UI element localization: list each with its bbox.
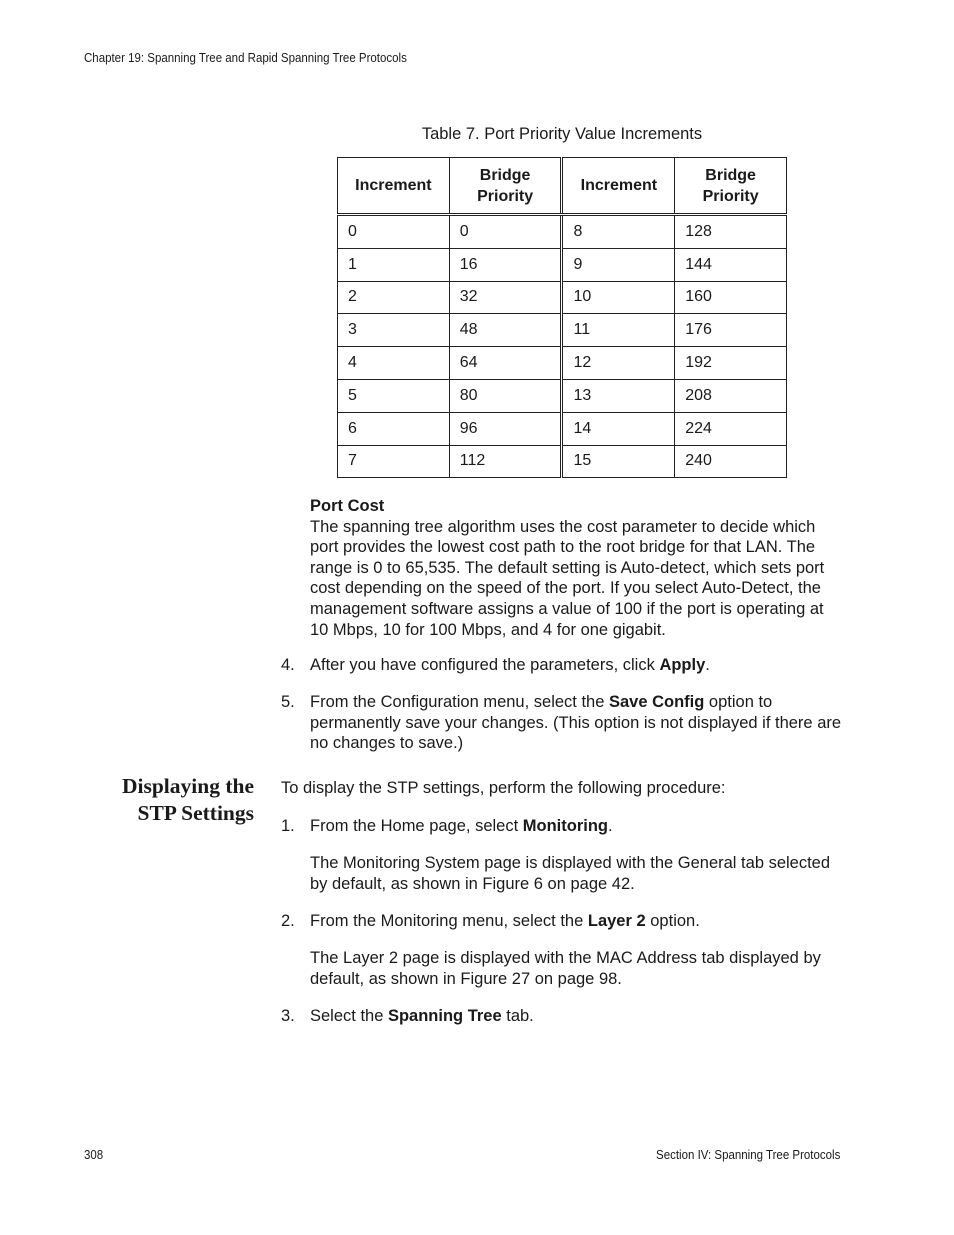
step-5-bold: Save Config: [608, 693, 705, 711]
table-cell: 32: [449, 281, 562, 314]
table-cell: 0: [449, 215, 562, 249]
table-row: [338, 347, 787, 380]
table-row: [338, 445, 787, 478]
table-cell: 224: [675, 412, 787, 445]
running-header: Chapter 19: Spanning Tree and Rapid Spanning Tree Protocols: [84, 51, 407, 65]
table-header-row: [338, 158, 787, 215]
table-cell: 14: [562, 412, 675, 445]
table-row: [338, 379, 787, 412]
table-cell: 10: [562, 281, 675, 314]
table-cell: 96: [449, 412, 562, 445]
step-1-text: From the Home page, select: [310, 817, 523, 835]
step-3-post: tab.: [501, 1007, 534, 1025]
step-1-post: .: [608, 817, 613, 835]
step-4-bold: Apply: [659, 656, 706, 674]
table-cell: 4: [338, 347, 450, 380]
table-cell: 13: [562, 379, 675, 412]
table-cell: 64: [449, 347, 562, 380]
table-cell: 192: [675, 347, 787, 380]
step-3-text: Select the: [310, 1007, 388, 1025]
table-cell: 128: [675, 215, 787, 249]
table-cell: 2: [338, 281, 450, 314]
step-2-bold: Layer 2: [587, 912, 646, 930]
section-heading-line1: Displaying the: [121, 774, 254, 798]
step-5: [310, 692, 845, 754]
port-cost-text: The spanning tree algorithm uses the cost parameter to decide which port provides the lowest cost path to the root bridge for that LAN. The range is 0 to 65,535. The default setting is Auto-detect, which sets port cost depending on the speed of the port. If you select Auto-Detect, the management software assigns a value of 100 if the port is operating at 10 Mbps, 10 for 100 Mbps, and 4 for one gigabit.: [310, 517, 825, 639]
table-cell: 112: [449, 445, 562, 478]
step-2-number: 2.: [281, 912, 295, 930]
table-row: [338, 248, 787, 281]
footer-section: Section IV: Spanning Tree Protocols: [655, 1148, 840, 1162]
step-5-post: option to permanently save your changes. (This option is not displayed if there are no changes to save.): [310, 693, 842, 753]
table-cell: 9: [562, 248, 675, 281]
step-2-post: option.: [645, 912, 700, 930]
table-cell: 8: [562, 215, 675, 249]
step-2: [310, 911, 845, 932]
table-row: [338, 215, 787, 249]
col-header-increment: Increment: [338, 158, 450, 215]
table-caption: Table 7. Port Priority Value Increments: [421, 125, 703, 143]
section-intro: To display the STP settings, perform the following procedure:: [281, 779, 726, 797]
port-cost-title: Port Cost: [310, 497, 385, 515]
step-1-note: The Monitoring System page is displayed with the General tab selected by default, as shown in Figure 6 on page 42.: [310, 854, 831, 893]
section-heading-line2: STP Settings: [137, 801, 254, 825]
section-heading: [100, 773, 254, 827]
step-5-number: 5.: [281, 693, 295, 711]
table-cell: 48: [449, 314, 562, 347]
table-cell: 7: [338, 445, 450, 478]
table-row: [338, 281, 787, 314]
table-cell: 80: [449, 379, 562, 412]
step-1: [310, 816, 845, 837]
port-cost-section: [310, 496, 845, 640]
col-header-bridge-priority-2: Bridge Priority: [675, 158, 787, 215]
table-cell: 11: [562, 314, 675, 347]
table-cell: 1: [338, 248, 450, 281]
step-1-number: 1.: [281, 817, 295, 835]
step-5-text: From the Configuration menu, select the: [310, 693, 609, 711]
step-3-bold: Spanning Tree: [387, 1007, 502, 1025]
step-2-note: The Layer 2 page is displayed with the MAC Address tab displayed by default, as shown in Figure 27 on page 98.: [310, 949, 821, 988]
step-3-number: 3.: [281, 1007, 295, 1025]
table-cell: 3: [338, 314, 450, 347]
table-row: [338, 412, 787, 445]
table-cell: 176: [675, 314, 787, 347]
table-row: [338, 314, 787, 347]
table-cell: 144: [675, 248, 787, 281]
table-cell: 208: [675, 379, 787, 412]
table-cell: 240: [675, 445, 787, 478]
step-4-post: .: [705, 656, 710, 674]
step-4-text: After you have configured the parameters, click: [310, 656, 660, 674]
step-4: [310, 655, 845, 676]
table-cell: 15: [562, 445, 675, 478]
step-1-bold: Monitoring: [522, 817, 608, 835]
col-header-bridge-priority: Bridge Priority: [449, 158, 562, 215]
table-cell: 5: [338, 379, 450, 412]
step-3: [310, 1006, 845, 1027]
step-2-text: From the Monitoring menu, select the: [310, 912, 588, 930]
table-cell: 16: [449, 248, 562, 281]
col-header-increment-2: Increment: [562, 158, 675, 215]
table-cell: 6: [338, 412, 450, 445]
table-cell: 12: [562, 347, 675, 380]
table-cell: 160: [675, 281, 787, 314]
page-number: 308: [84, 1148, 104, 1162]
step-4-number: 4.: [281, 656, 295, 674]
port-priority-table: [337, 157, 787, 478]
table-cell: 0: [338, 215, 450, 249]
